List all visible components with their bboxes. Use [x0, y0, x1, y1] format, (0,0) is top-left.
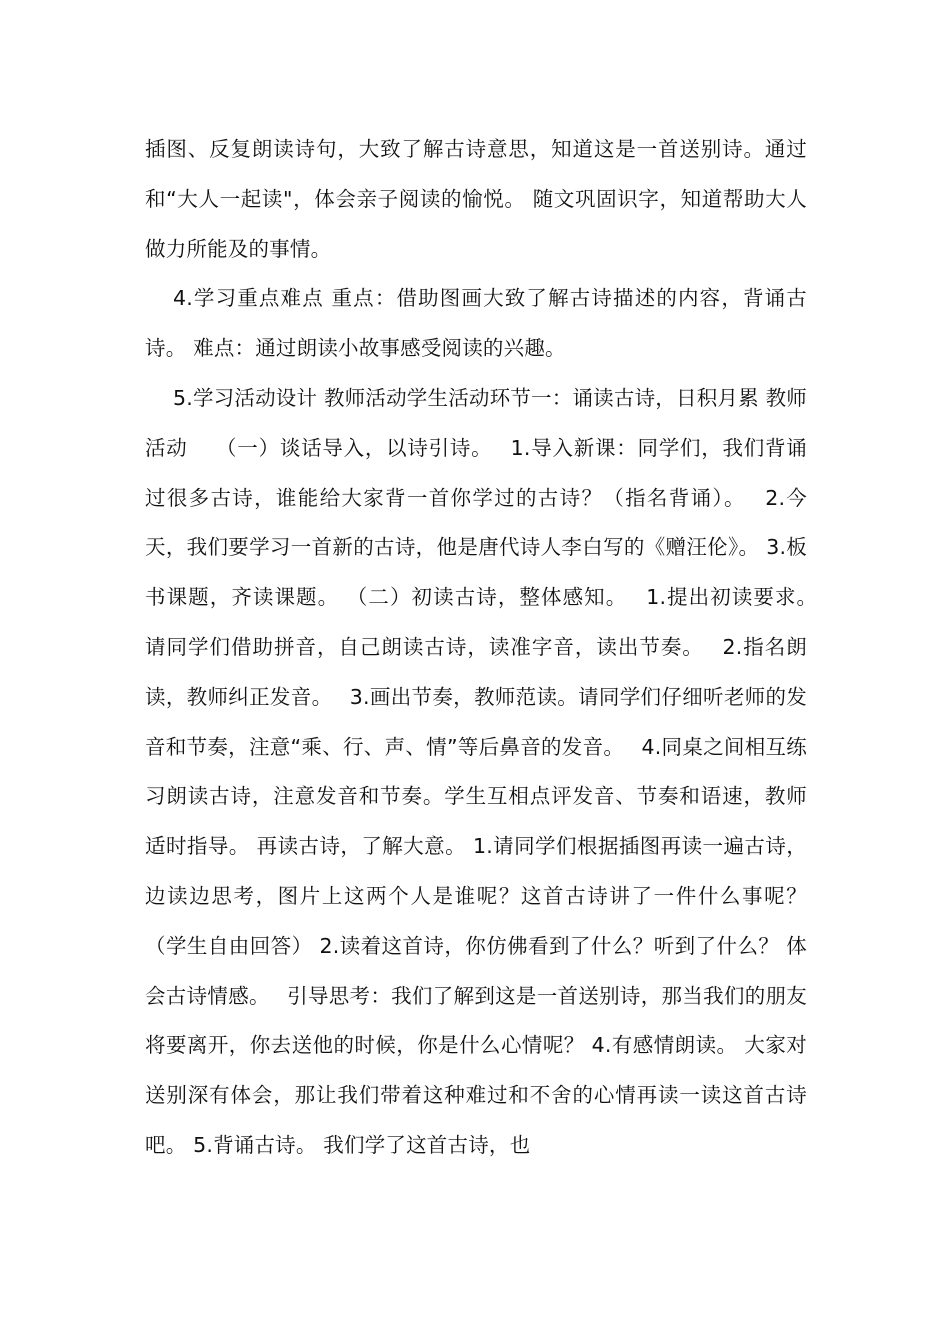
document-body	[145, 125, 835, 1171]
paragraph-key-points: 4.学习重点难点 重点：借助图画大致了解古诗描述的内容，背诵古诗。 难点：通过朗读小故事感受阅读的兴趣。	[145, 286, 807, 361]
paragraph-objectives-continued: 插图、反复朗读诗句，大致了解古诗意思，知道这是一首送别诗。通过和“大人一起读"，体会亲子阅读的愉悦。 随文巩固识字，知道帮助大人做力所能及的事情。	[145, 137, 807, 261]
paragraph-activity-design: 5.学习活动设计 教师活动学生活动环节一：诵读古诗，日积月累 教师活动 （一）谈话导入，以诗引诗。 1.导入新课：同学们，我们背诵过很多古诗，谁能给大家背一首你学过的古诗？（指名背诵）。 2.今天，我们要学习一首新的古诗，他是唐代诗人李白写的《赠汪伦》。 3.板书课题，齐读课题。 （二）初读古诗，整体感知。 1.提出初读要求。 请同学们借助拼音，自己朗读古诗，读准字音，读出节奏。 2.指名朗读，教师纠正发音。 3.画出节奏，教师范读。请同学们仔细听老师的发音和节奏，注意“乘、行、声、情”等后鼻音的发音。 4.同桌之间相互练习朗读古诗，注意发音和节奏。学生互相点评发音、节奏和语速，教师适时指导。 再读古诗，了解大意。 1.请同学们根据插图再读一遍古诗，边读边思考，图片上这两个人是谁呢？这首古诗讲了一件什么事呢？（学生自由回答） 2.读着这首诗，你仿佛看到了什么？听到了什么？ 体会古诗情感。 引导思考：我们了解到这是一首送别诗，那当我们的朋友将要离开，你去送他的时候，你是什么心情呢？ 4.有感情朗读。 大家对送别深有体会，那让我们带着这种难过和不舍的心情再读一读这首古诗吧。 5.背诵古诗。 我们学了这首古诗，也	[145, 385, 835, 1157]
